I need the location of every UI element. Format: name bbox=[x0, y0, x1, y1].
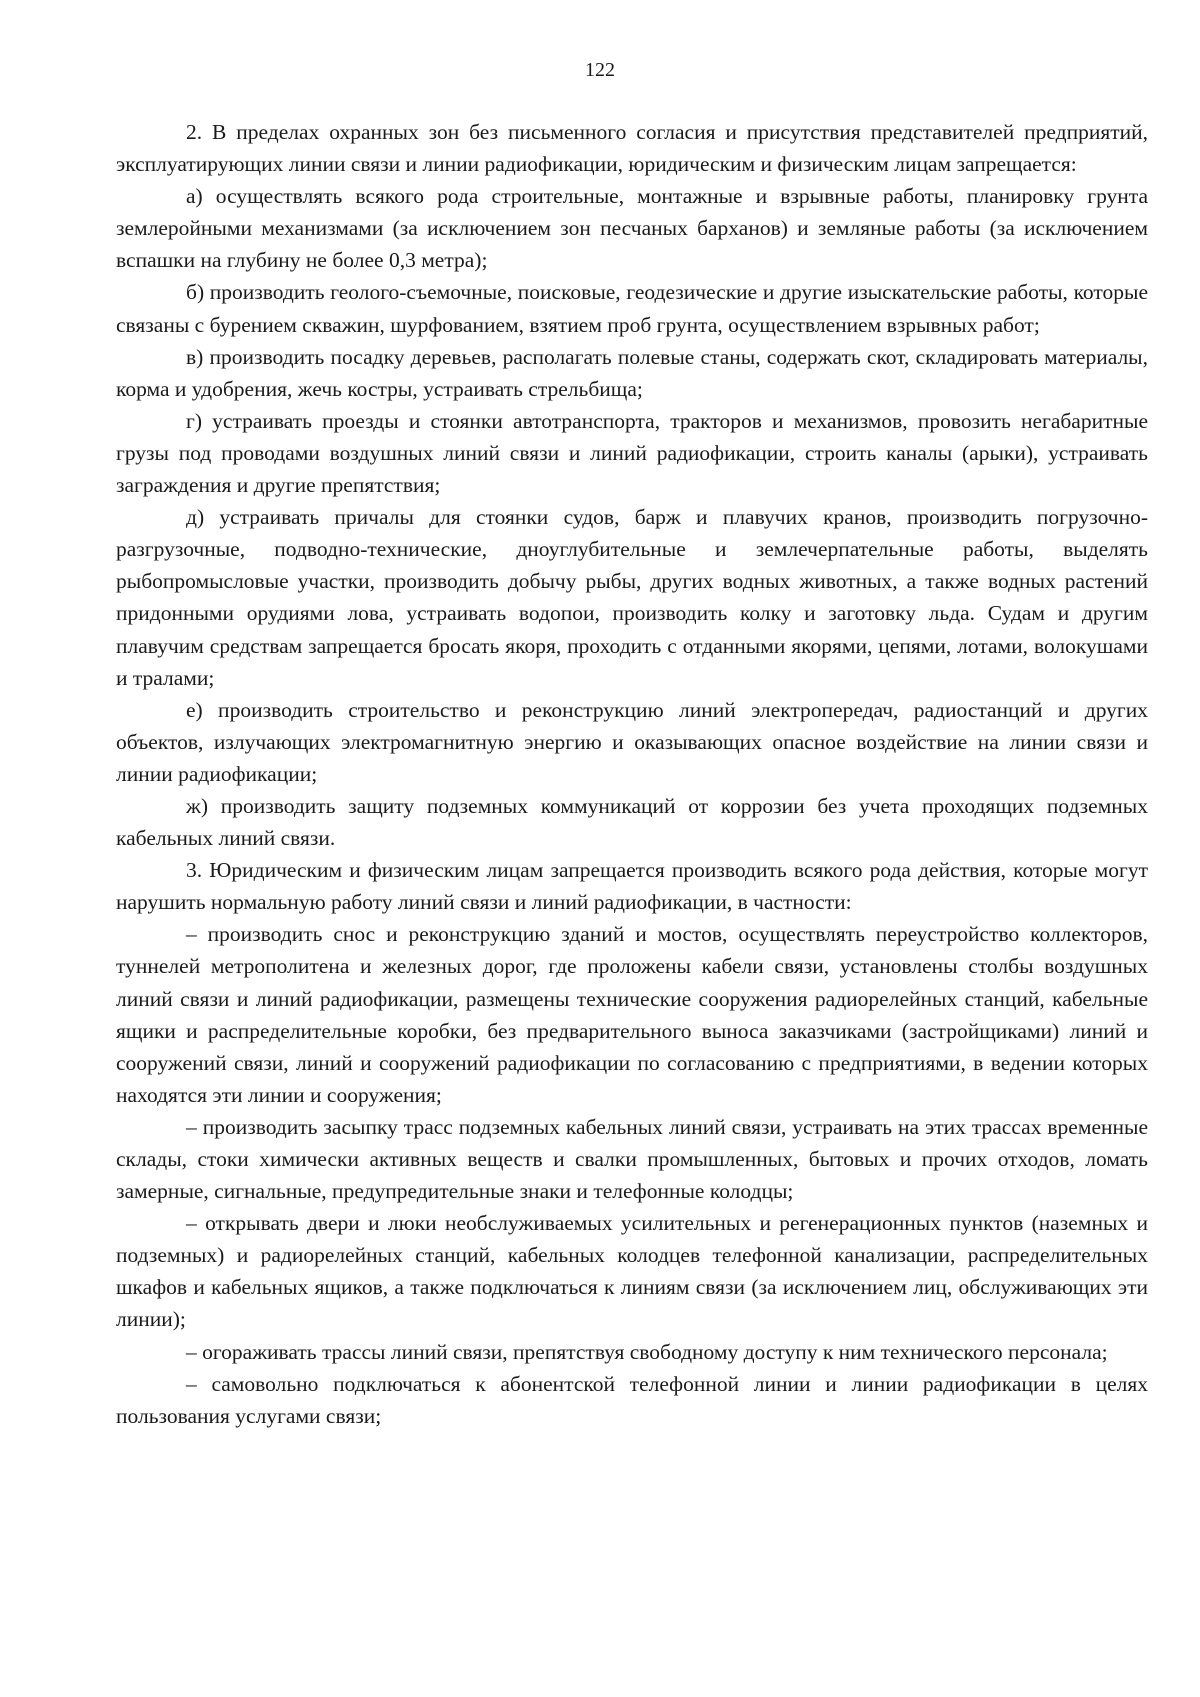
paragraph-dash-item-4: – огораживать трассы линий связи, препятствуя свободному доступу к ним технического персонала; bbox=[186, 1339, 1108, 1364]
paragraph-item-2: 2. В пределах охранных зон без письменного согласия и присутствия представителей предприятий, эксплуатирующих линии связи и линии радиофикации, юридическим и физическим лицам запрещается: bbox=[116, 120, 1148, 177]
paragraph-subitem-e: е) производить строительство и реконструкцию линий электропередач, радиостанций и других объектов, излучающих электромагнитную энергию и оказывающих опасное воздействие на линии связи и линии радиофикации; bbox=[116, 697, 1148, 786]
paragraph-dash-item-5: – самовольно подключаться к абонентской телефонной линии и линии радиофикации в целях пользования услугами связи; bbox=[116, 1371, 1148, 1428]
paragraph-dash-item-3: – открывать двери и люки необслуживаемых усилительных и регенерационных пунктов (наземных и подземных) и радиорелейных станций, кабельных колодцев телефонной канализации, распределительных шкафов и кабельных ящиков, а также подключаться к линиям связи (за исключением лиц, обслуживающих эти линии); bbox=[116, 1211, 1148, 1332]
paragraph-subitem-b: б) производить геолого-съемочные, поисковые, геодезические и другие изыскательские работы, которые связаны с бурением скважин, шурфованием, взятием проб грунта, осуществлением взрывных работ; bbox=[116, 280, 1148, 337]
paragraph-dash-item-2: – производить засыпку трасс подземных кабельных линий связи, устраивать на этих трассах временные склады, стоки химически активных веществ и свалки промышленных, бытовых и прочих отходов, ломать замерные, сигнальные, предупредительные знаки и телефонные колодцы; bbox=[116, 1114, 1148, 1204]
paragraph-subitem-d: д) устраивать причалы для стоянки судов, барж и плавучих кранов, производить погрузочно-разгрузочные, подводно-технические, дноуглубительные и землечерпательные работы, выделять рыбопромысловые участки, производить добычу рыбы, других водных животных, а также водных растений придонными орудиями лова, устраивать водопои, производить колку и заготовку льда. Судам и другим плавучим средствам запрещается бросать якоря, проходить с отданными якорями, цепями, лотами, волокушами и тралами; bbox=[116, 505, 1148, 690]
paragraph-subitem-v: в) производить посадку деревьев, располагать полевые станы, содержать скот, складировать материалы, корма и удобрения, жечь костры, устраивать стрельбища; bbox=[116, 344, 1148, 401]
document-body bbox=[116, 116, 1148, 1432]
paragraph-subitem-a: а) осуществлять всякого рода строительные, монтажные и взрывные работы, планировку грунта землеройными механизмами (за исключением зон песчаных барханов) и земляные работы (за исключением вспашки на глубину не более 0,3 метра); bbox=[116, 184, 1148, 273]
page-number: 122 bbox=[585, 59, 615, 81]
paragraph-subitem-zh: ж) производить защиту подземных коммуникаций от коррозии без учета проходящих подземных кабельных линий связи. bbox=[116, 793, 1148, 851]
paragraph-item-3: 3. Юридическим и физическим лицам запрещается производить всякого рода действия, которые могут нарушить нормальную работу линий связи и линий радиофикации, в частности: bbox=[116, 858, 1148, 915]
paragraph-subitem-g: г) устраивать проезды и стоянки автотранспорта, тракторов и механизмов, провозить негабаритные грузы под проводами воздушных линий связи и линий радиофикации, строить каналы (арыки), устраивать заграждения и другие препятствия; bbox=[116, 408, 1148, 498]
paragraph-dash-item-1: – производить снос и реконструкцию зданий и мостов, осуществлять переустройство коллекторов, туннелей метрополитена и железных дорог, где проложены кабели связи, установлены столбы воздушных линий связи и линий радиофикации, размещены технические сооружения радиорелейных станций, кабельные ящики и распределительные коробки, без предварительного выноса заказчиками (застройщиками) линий и сооружений связи, линий и сооружений радиофикации по согласованию с предприятиями, в ведении которых находятся эти линии и сооружения; bbox=[116, 922, 1148, 1107]
